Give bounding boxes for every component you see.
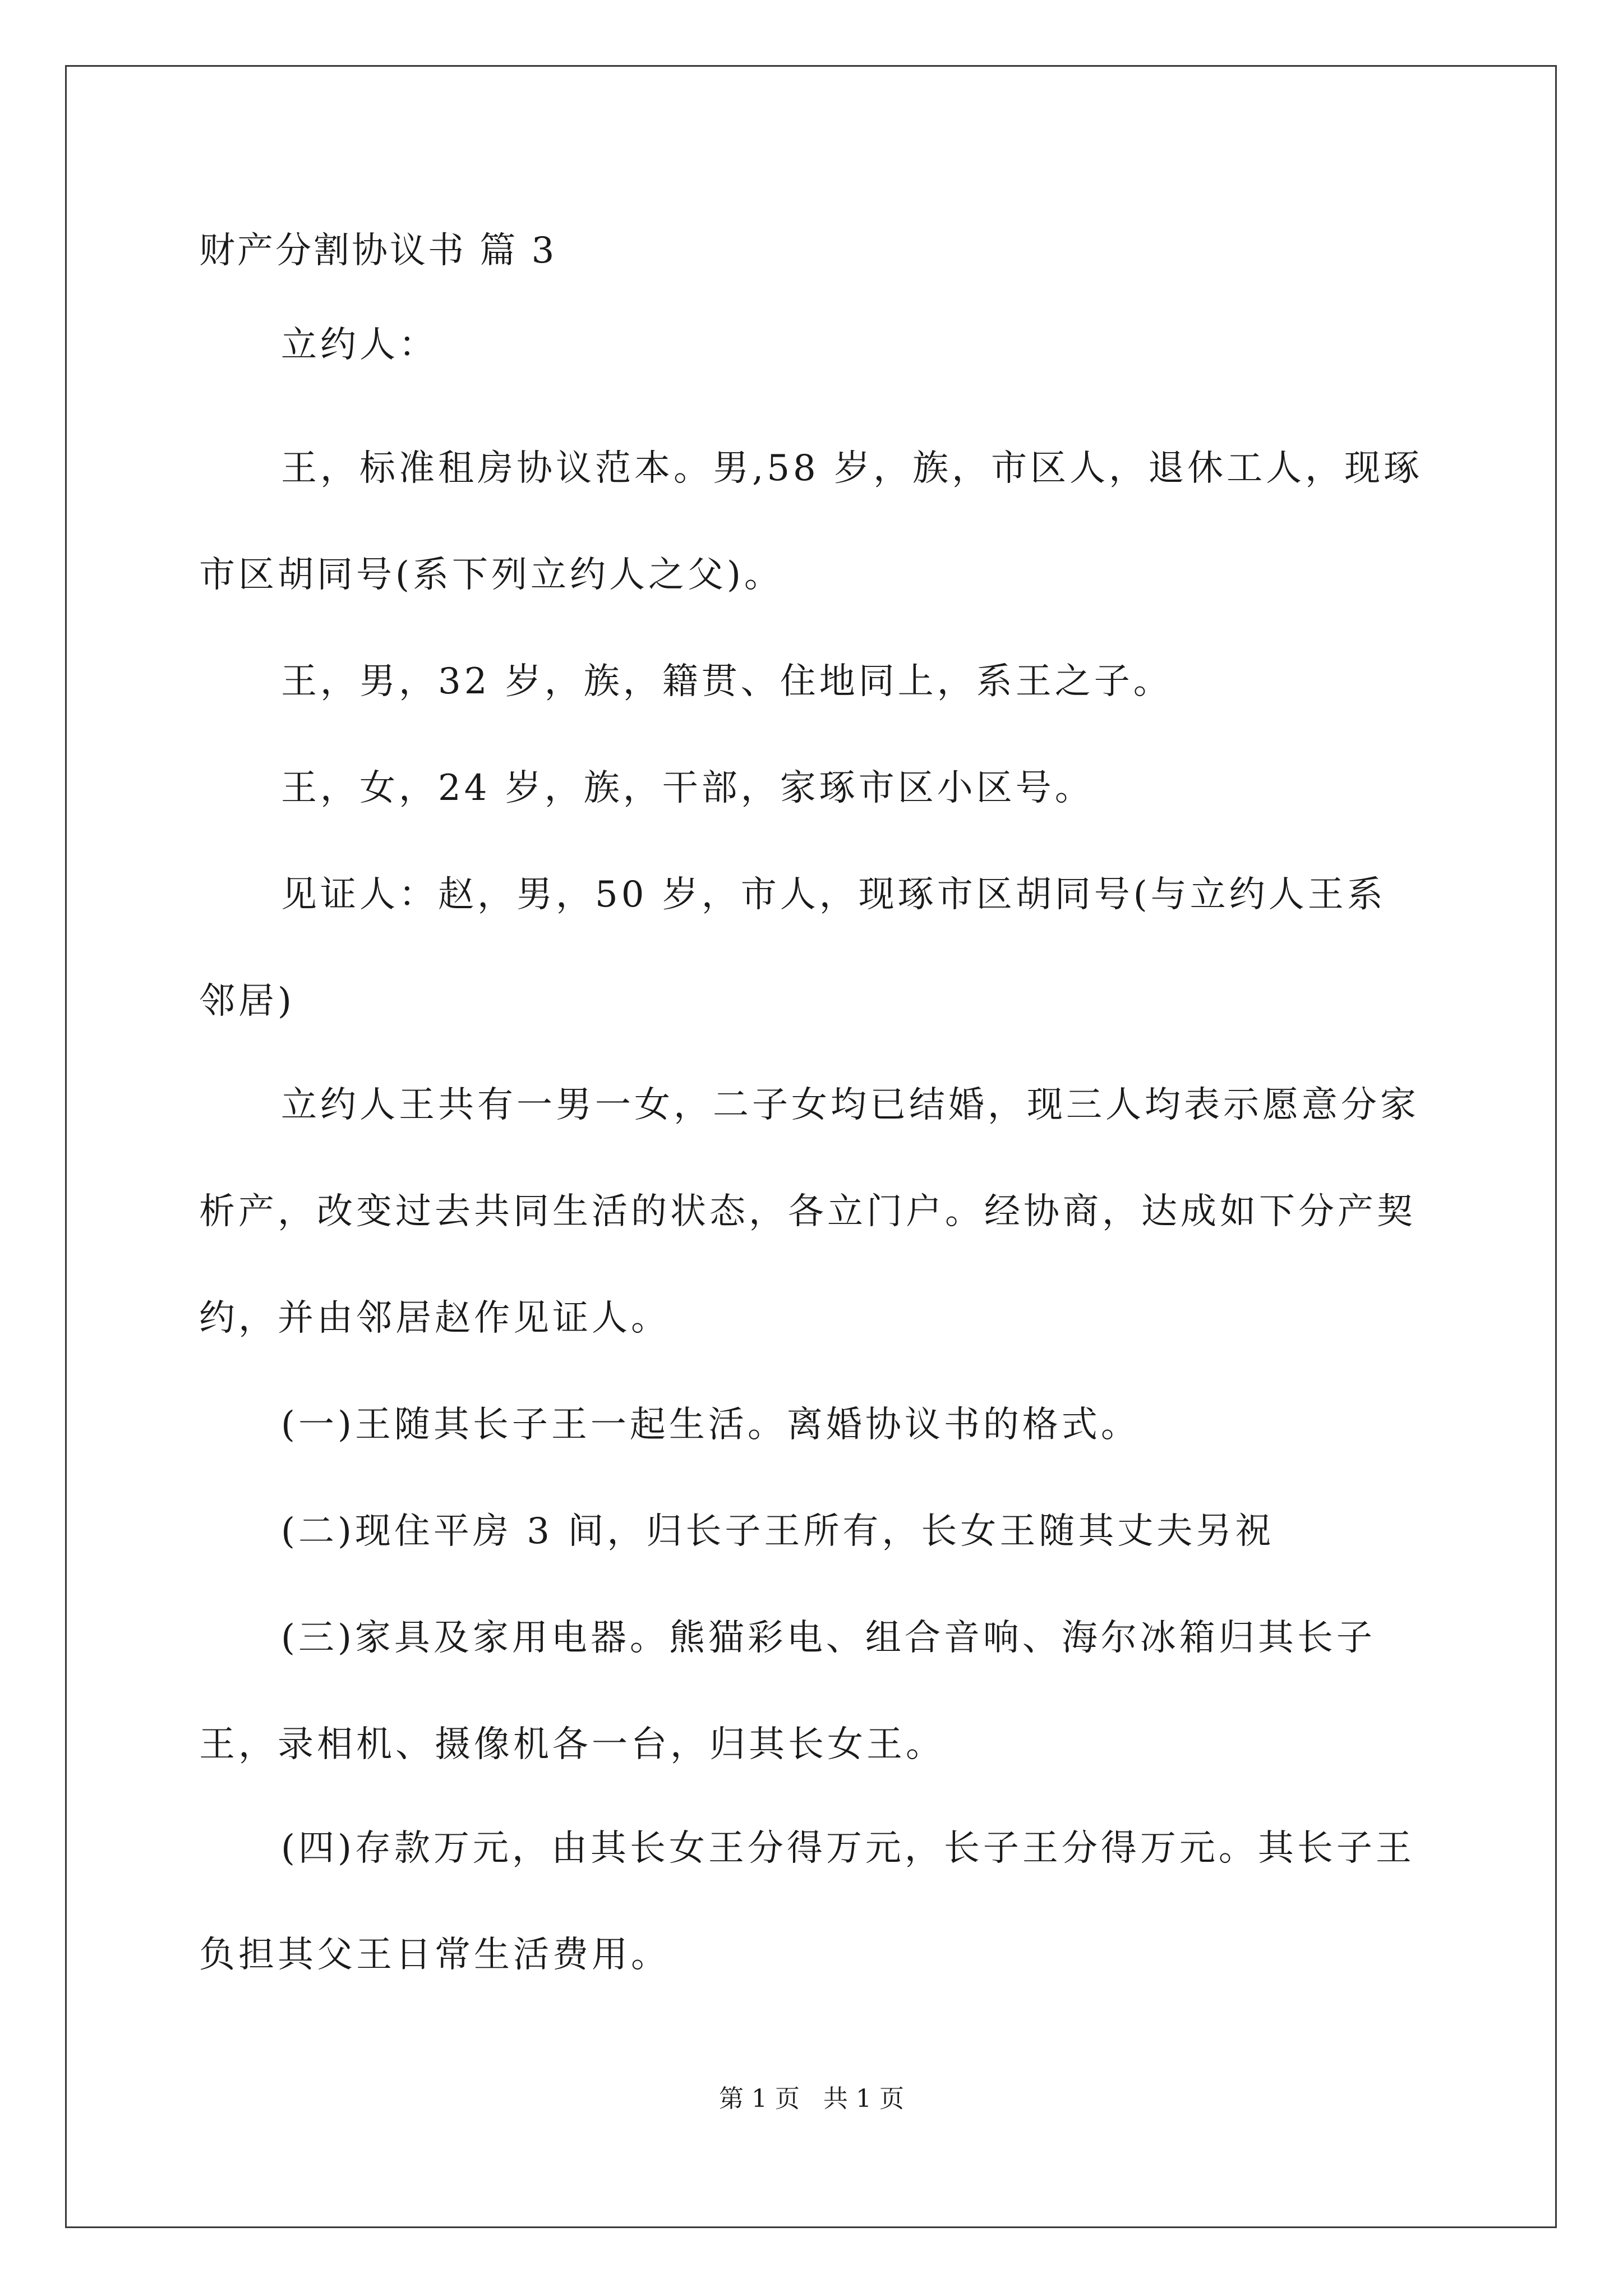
paragraph-clause-3: (三)家具及家用电器。熊猫彩电、组合音响、海尔冰箱归其长子王，录相机、摄像机各一台，归其长女王。 bbox=[199, 1617, 1376, 1765]
paragraph-witness: 见证人：赵，男，50 岁，市人，现琢市区胡同号(与立约人王系邻居) bbox=[199, 874, 1386, 1022]
paragraph-clause-4: (四)存款万元，由其长女王分得万元，长子王分得万元。其长子王负担其父王日常生活费用。 bbox=[199, 1828, 1415, 1976]
paragraph-clause-2: (二)现住平房 3 间，归长子王所有，长女王随其丈夫另祝 bbox=[281, 1511, 1275, 1552]
page-footer bbox=[0, 2082, 1623, 2116]
paragraph-parties-label: 立约人： bbox=[281, 324, 438, 366]
page-count: 共 1 页 bbox=[823, 2085, 904, 2113]
paragraph-clause-1: (一)王随其长子王一起生活。离婚协议书的格式。 bbox=[281, 1404, 1140, 1446]
paragraph-party-father: 王，标准租房协议范本。男,58 岁，族，市区人，退休工人，现琢市区胡同号(系下列立约人之父)。 bbox=[199, 448, 1423, 596]
paragraph-party-son: 王，男，32 岁，族，籍贯、住地同上，系王之子。 bbox=[281, 661, 1173, 702]
page-number: 第 1 页 bbox=[719, 2085, 800, 2113]
paragraph-party-daughter: 王，女，24 岁，族，干部，家琢市区小区号。 bbox=[281, 767, 1094, 809]
paragraph-preamble: 立约人王共有一男一女，二子女均已结婚，现三人均表示愿意分家析产，改变过去共同生活的状态，各立门户。经协商，达成如下分产契约，并由邻居赵作见证人。 bbox=[199, 1084, 1419, 1339]
document-title: 财产分割协议书 篇 3 bbox=[199, 230, 557, 272]
